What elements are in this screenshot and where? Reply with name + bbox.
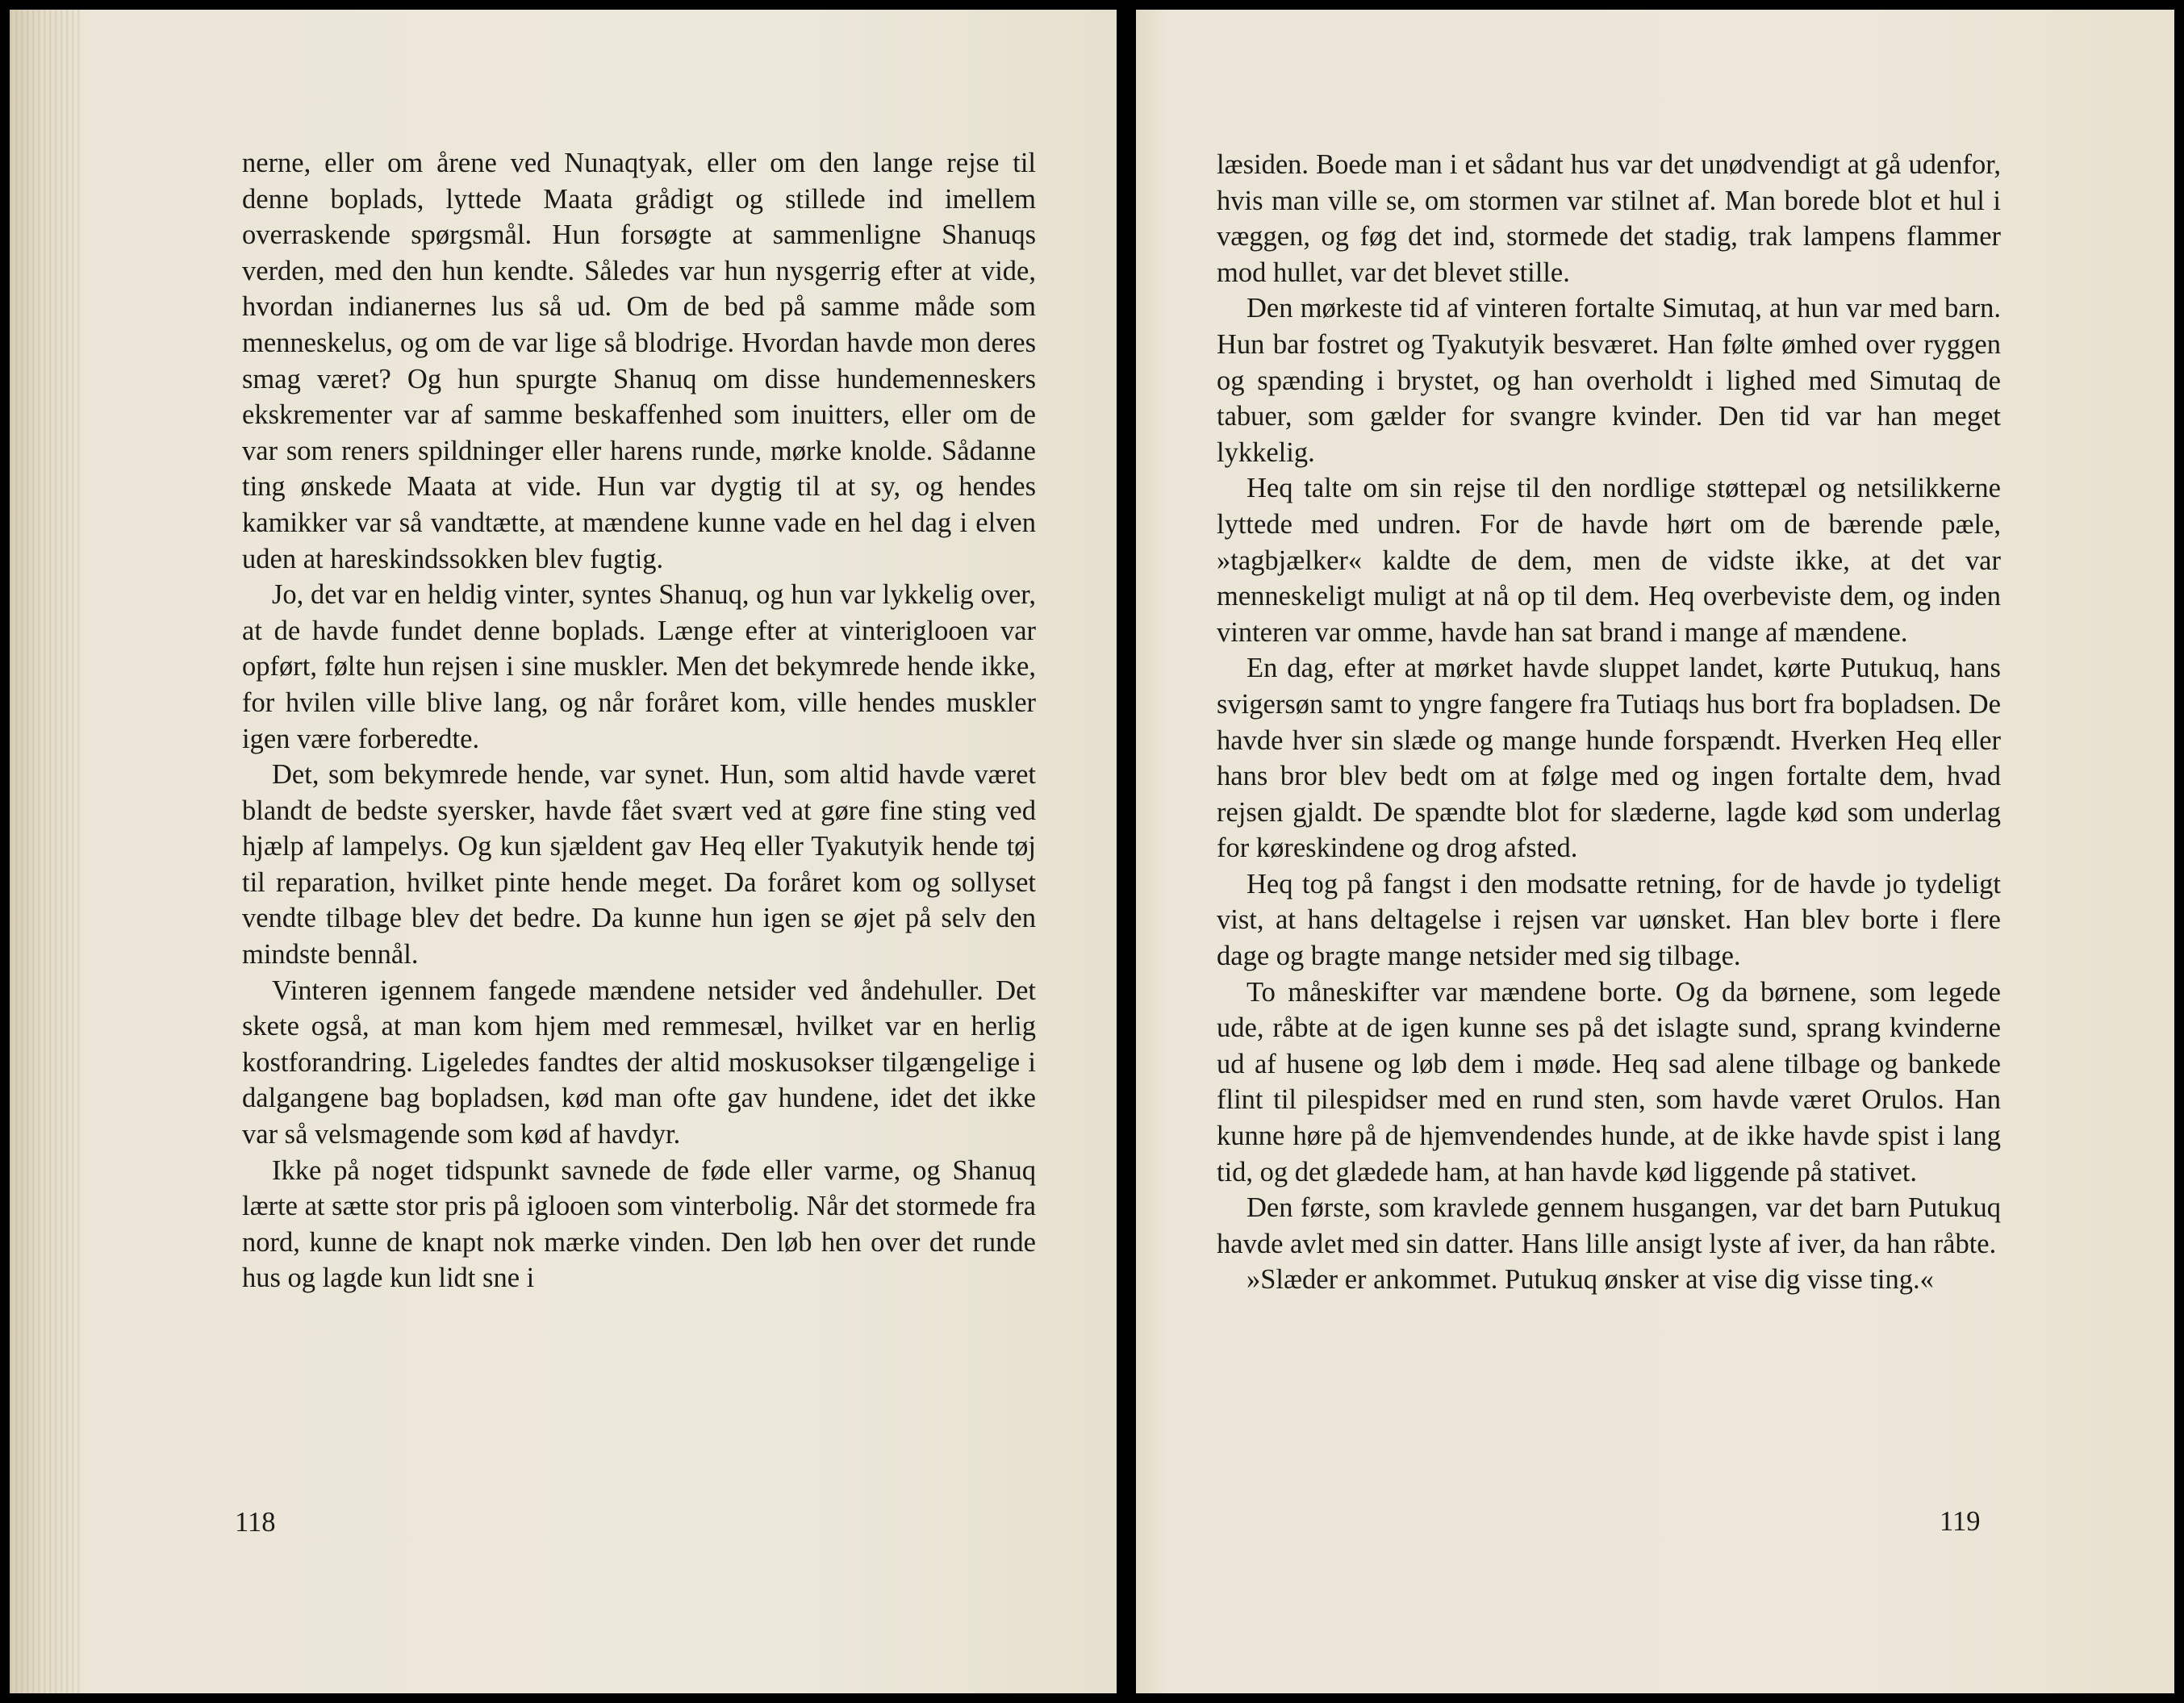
paragraph: Det, som bekymrede hende, var synet. Hun, som altid havde været blandt de bedste syersker, havde fået svært ved at gøre fine sting ved hjælp af lampelys. Og kun sjældent gav Heq eller Tyakutyik hende tøj til reparation, hvilket pinte hende meget. Da foråret kom og sollyset vendte tilbage blev det bedre. Da kunne hun igen se øjet på selv den mindste bennål. — [242, 759, 1036, 970]
page-edge-texture — [10, 10, 82, 1693]
paragraph: nerne, eller om årene ved Nunaqtyak, eller om den lange rejse til denne boplads, lyttede Maata grådigt og stillede ind imellem overraskende spørgsmål. Hun forsøgte at sammenligne Shanuqs verden, med den hun kendte. Således var hun nysgerrig efter at vide, hvordan indianernes lus så ud. Om de bed på samme måde som menneskelus, og om de var lige så blodrige. Hvordan havde mon deres smag været? Og hun spurgte Shanuq om disse hundemenneskers ekskrementer var af samme beskaffenhed som inuitters, eller om de var som reners spildninger eller harens runde, mørke knolde. Sådanne ting ønskede Maata at vide. Hun var dygtig til at sy, og hendes kamikker var så vandtætte, at mændene kunne vade en hel dag i elven uden at hareskindssokken blev fugtig. — [242, 148, 1036, 574]
paragraph: En dag, efter at mørket havde sluppet landet, kørte Putukuq, hans svigersøn samt to yngre fangere fra Tutiaqs hus bort fra bopladsen. De havde hver sin slæde og mange hunde forspændt. Hverken Heq eller hans bror blev bedt om at følge med og ingen fortalte dem, hvad rejsen gjaldt. De spændte blot for slæderne, lagde kød som underlag for køreskindene og drog afsted. — [1217, 653, 2001, 864]
paragraph: Den mørkeste tid af vinteren fortalte Simutaq, at hun var med barn. Hun bar fostret og Tyakutyik besværet. Han følte ømhed over ryggen og spænding i brystet, og han overholdt i lighed med Simutaq de tabuer, som gælder for svangre kvinder. Den tid var han meget lykkelig. — [1217, 293, 2001, 468]
left-page — [10, 10, 1117, 1693]
paragraph: Den første, som kravlede gennem husgangen, var det barn Putukuq havde avlet med sin datter. Hans lille ansigt lyste af iver, da han råbte. — [1217, 1192, 2001, 1259]
paragraph: Vinteren igennem fangede mændene netsider ved åndehuller. Det skete også, at man kom hjem med remmesæl, hvilket var en herlig kostforandring. Ligeledes fandtes der altid moskusokser tilgængelige i dalgangene bag bopladsen, kød man ofte gav hundene, idet det ikke var så velsmagende som kød af havdyr. — [242, 975, 1036, 1150]
paragraph: To måneskifter var mændene borte. Og da børnene, som legede ude, råbte at de igen kunne ses på det islagte sund, sprang kvinderne ud af husene og løb dem i møde. Heq sad alene tilbage og bankede flint til pilespidser med en rund sten, som havde været Orulos. Han kunne høre på de hjemvendendes hunde, at de ikke havde spist i lang tid, og det glædede ham, at han havde kød liggende på stativet. — [1217, 976, 2001, 1188]
paragraph: Jo, det var en heldig vinter, syntes Shanuq, og hun var lykkelig over, at de havde fundet denne boplads. Længe efter at vinteriglooen var opført, følte hun rejsen i sine muskler. Men det bekymrede hende ikke, for hvilen ville blive lang, og når foråret kom, ville hendes muskler igen være forberedte. — [242, 579, 1036, 754]
right-page-text — [1217, 147, 2001, 1298]
paragraph: læsiden. Boede man i et sådant hus var det unødvendigt at gå udenfor, hvis man ville se, om stormen var stilnet af. Man borede blot et hul i væggen, og føg det ind, stormede det stadig, trak lampens flammer mod hullet, var det blevet stille. — [1217, 149, 2001, 288]
paragraph: »Slæder er ankommet. Putukuq ønsker at vise dig visse ting.« — [1247, 1264, 1934, 1296]
left-page-text — [242, 145, 1036, 1296]
paragraph: Heq talte om sin rejse til den nordlige støttepæl og netsilikkerne lyttede med undren. For de havde hørt om de bærende pæle, »tagbjælker« kaldte de dem, men de vidste ikke, at det var menneskeligt muligt at nå op til dem. Heq overbeviste dem, og inden vinteren var omme, havde han sat brand i mange af mændene. — [1217, 473, 2001, 648]
right-page — [1136, 10, 2174, 1693]
paragraph: Ikke på noget tidspunkt savnede de føde eller varme, og Shanuq lærte at sætte stor pris på iglooen som vinterbolig. Når det stormede fra nord, kunne de knapt nok mærke vinden. Den løb hen over det runde hus og lagde kun lidt sne i — [242, 1154, 1036, 1294]
page-number: 119 — [1940, 1506, 1981, 1537]
paragraph: Heq tog på fangst i den modsatte retning, for de havde jo tydeligt vist, at hans deltagelse i rejsen var uønsket. Han blev borte i flere dage og bragte mange netsider med sig tilbage. — [1217, 868, 2001, 972]
page-number: 118 — [235, 1507, 276, 1538]
